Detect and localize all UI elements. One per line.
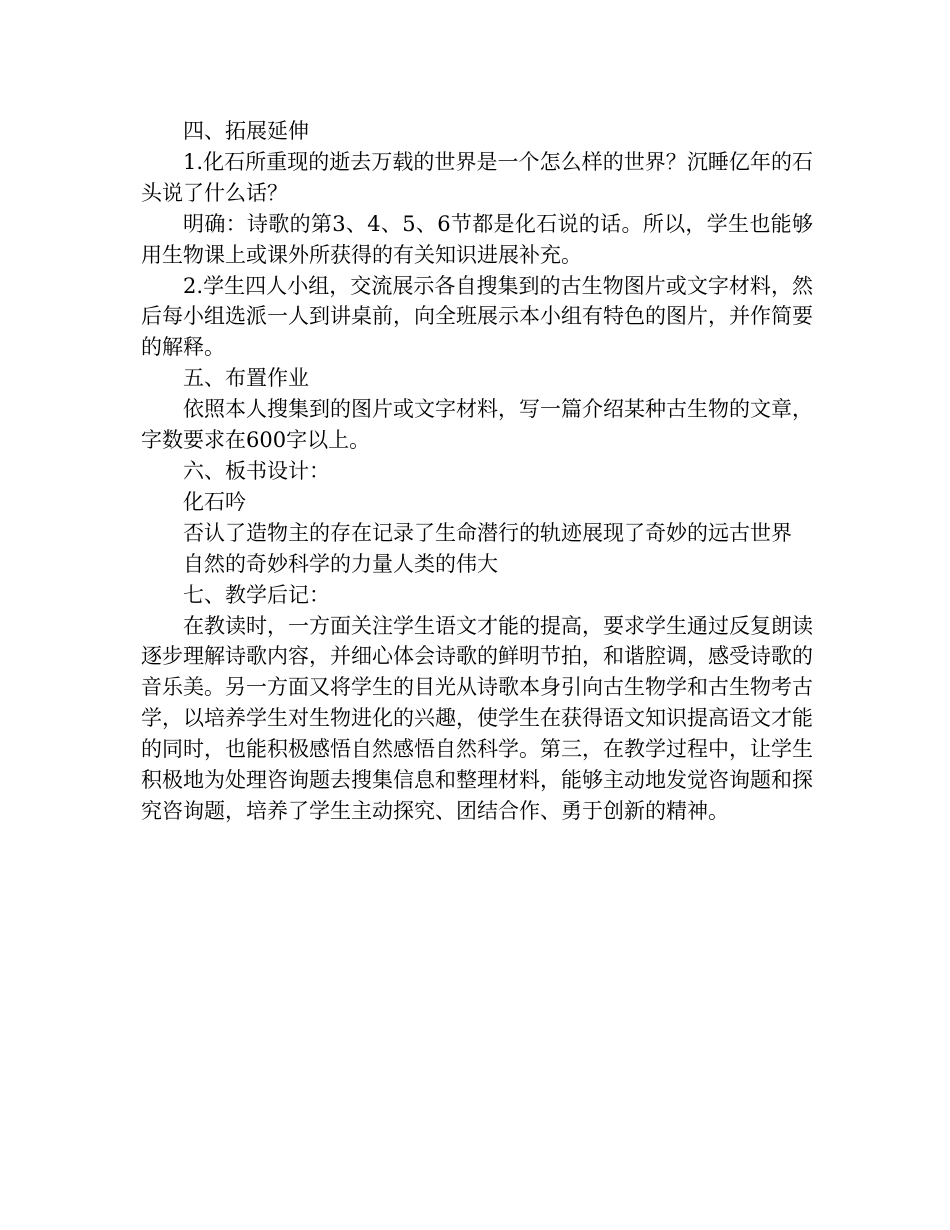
heading-teaching-notes: 七、教学后记： [183,582,330,607]
heading-homework: 五、布置作业 [183,366,309,391]
paragraph-question-2: 2.学生四人小组，交流展示各自搜集到的古生物图片或文字材料，然后每小组选派一人到讲桌前，向全班展示本小组有特色的图片，并作简要的解释。 [141,273,813,360]
paragraph-homework: 依照本人搜集到的图片或文字材料，写一篇介绍某种古生物的文章，字数要求在600字以上。 [141,397,813,453]
document-body [141,116,813,827]
paragraph-teaching-notes: 在教读时，一方面关注学生语文才能的提高，要求学生通过反复朗读逐步理解诗歌内容，并细心体会诗歌的鲜明节拍，和谐腔调，感受诗歌的音乐美。另一方面又将学生的目光从诗歌本身引向古生物学和古生物考古学，以培养学生对生物进化的兴趣，使学生在获得语文知识提高语文才能的同时，也能积极感悟自然感悟自然科学。第三，在教学过程中，让学生积极地为处理咨询题去搜集信息和整理材料，能够主动地发觉咨询题和探究咨询题，培养了学生主动探究、团结合作、勇于创新的精神。 [141,613,813,823]
heading-board-design: 六、板书设计： [183,458,330,483]
paragraph-clarification: 明确：诗歌的第3、4、5、6节都是化石说的话。所以，学生也能够用生物课上或课外所获得的有关知识进展补充。 [141,211,813,267]
paragraph-question-1: 1.化石所重现的逝去万载的世界是一个怎么样的世界？沉睡亿年的石头说了什么话？ [141,149,813,205]
board-line-1: 否认了造物主的存在记录了生命潜行的轨迹展现了奇妙的远古世界 [183,520,792,545]
heading-extension: 四、拓展延伸 [183,119,309,143]
board-title: 化石吟 [183,489,246,514]
board-line-2: 自然的奇妙科学的力量人类的伟大 [183,551,498,576]
